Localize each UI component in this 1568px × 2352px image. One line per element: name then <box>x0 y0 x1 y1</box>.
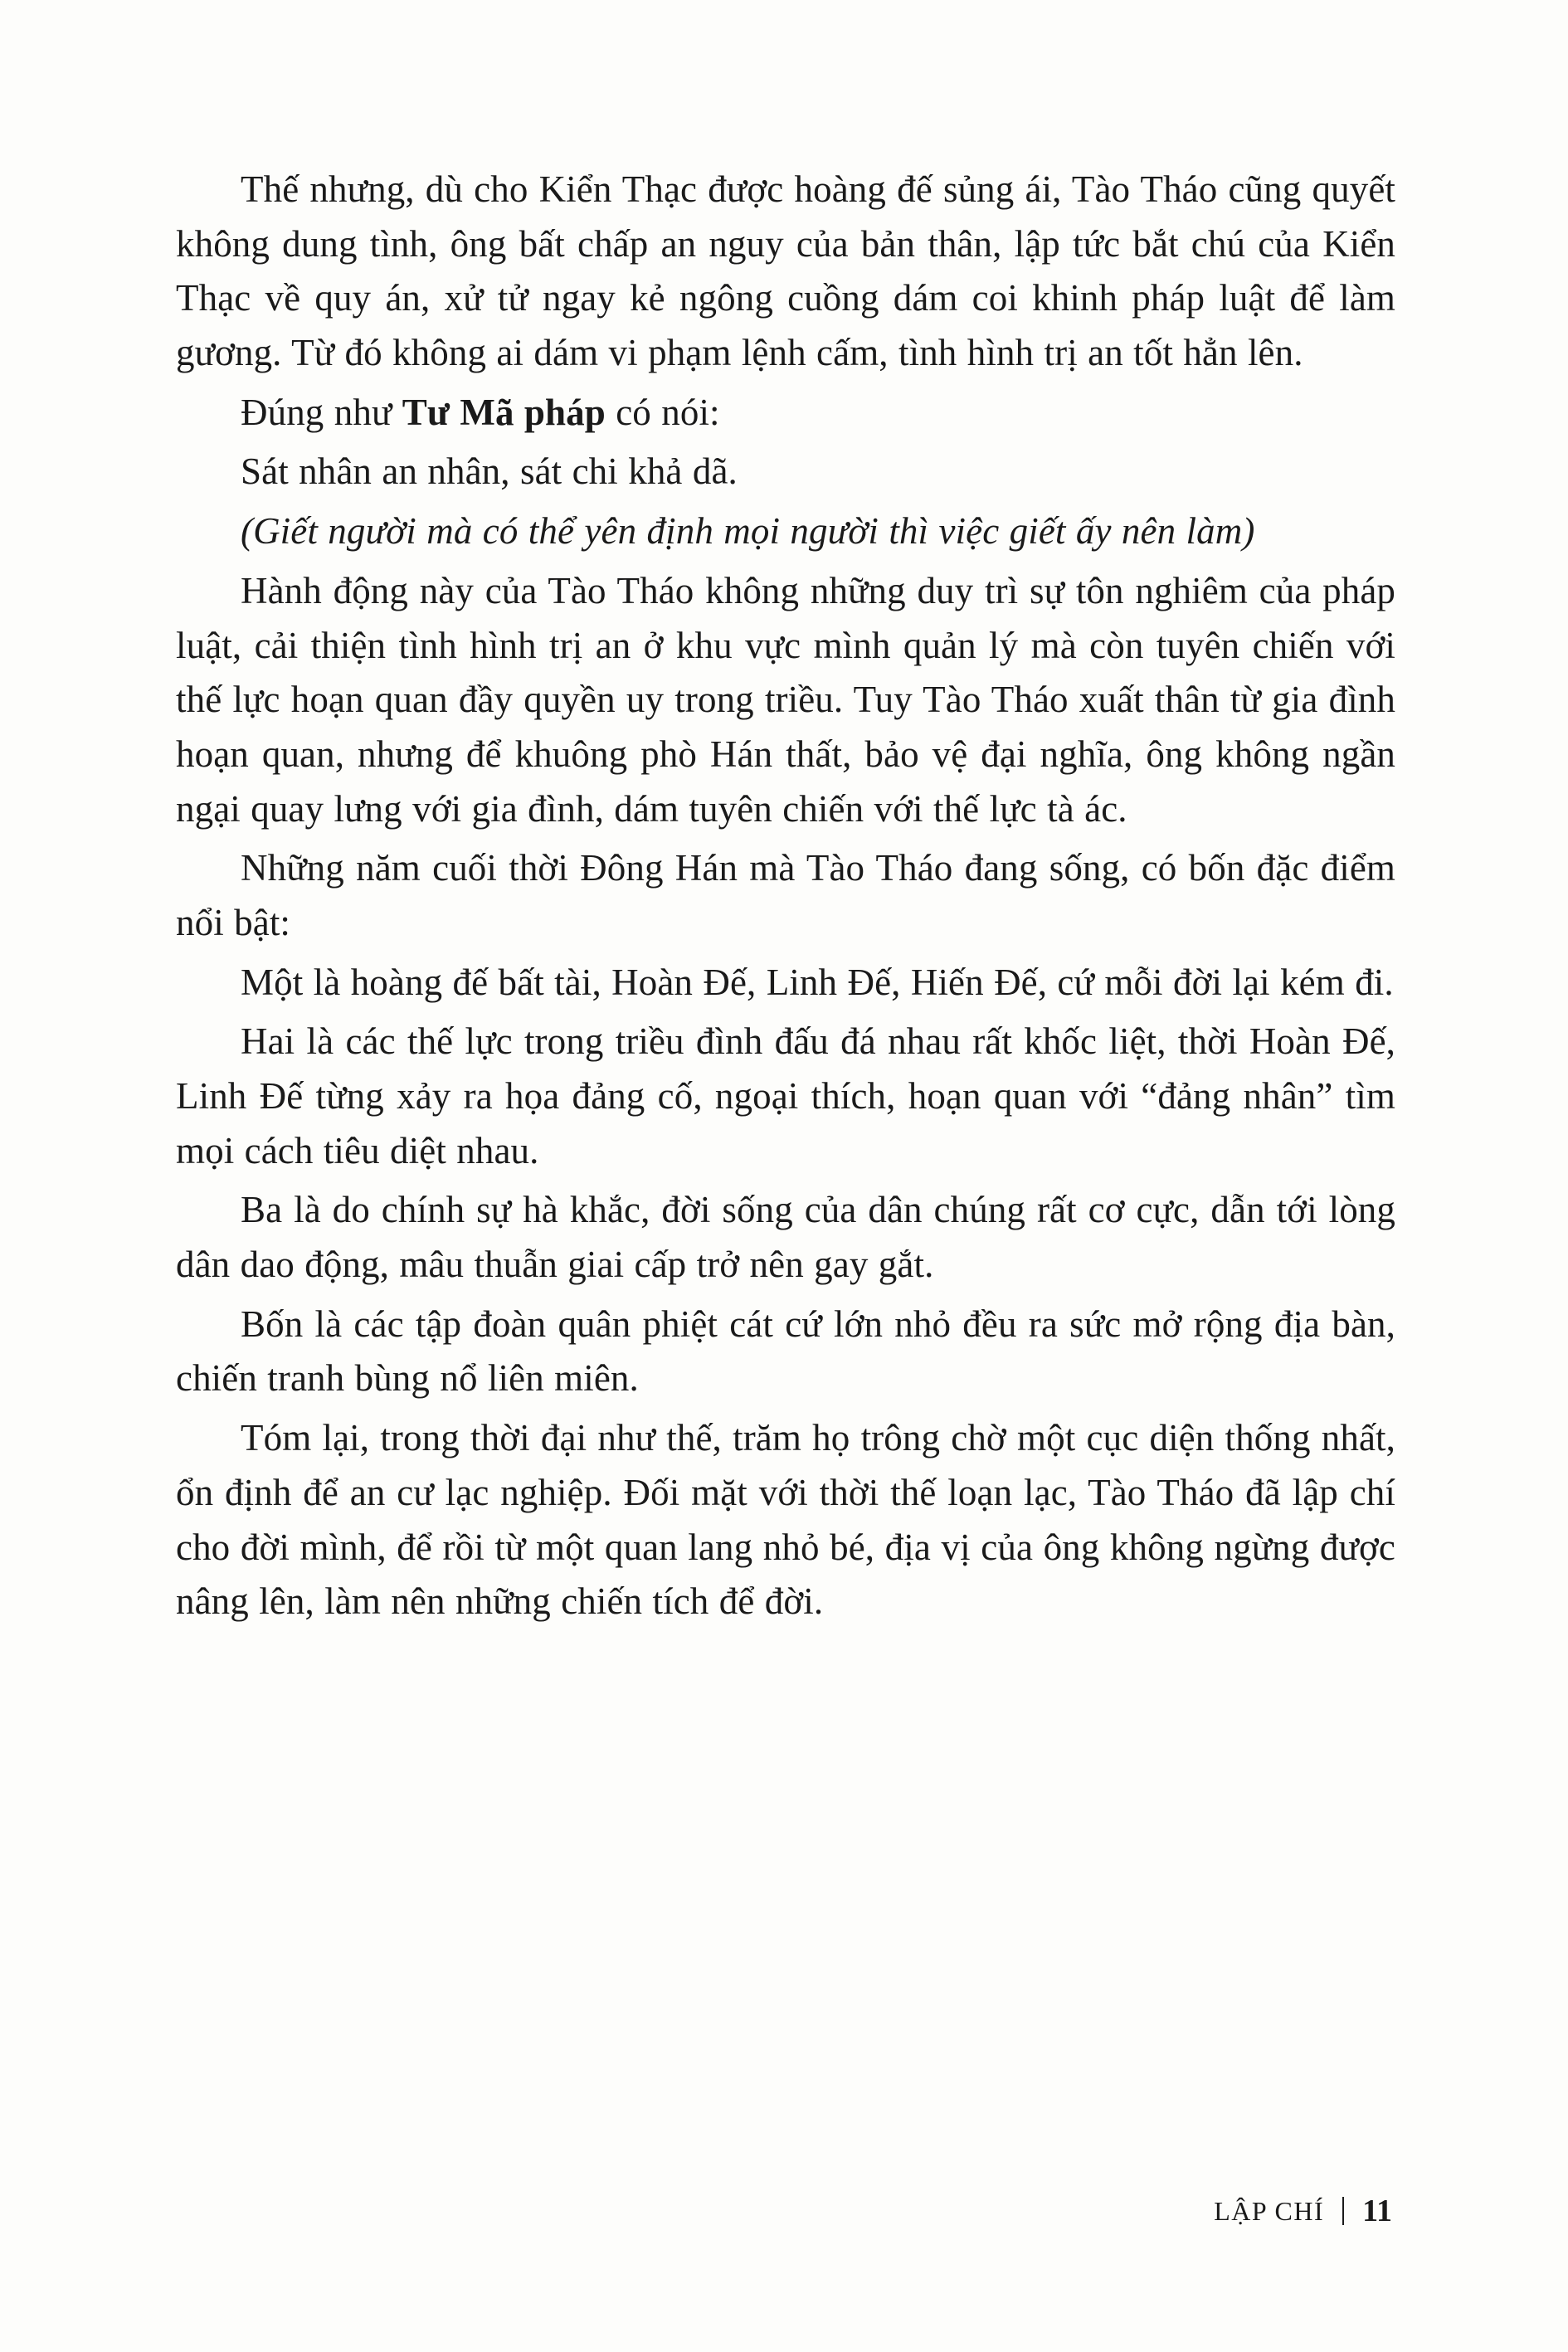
paragraph-2-prefix: Đúng như <box>241 391 402 433</box>
paragraph-2 <box>176 386 1395 441</box>
paragraph-10: Bốn là các tập đoàn quân phiệt cát cứ lớn nhỏ đều ra sức mở rộng địa bàn, chiến tranh bùng nổ liên miên. <box>176 1303 1395 1400</box>
paragraph-2-suffix: có nói: <box>605 391 720 433</box>
quotation-translation: (Giết người mà có thể yên định mọi người thì việc giết ấy nên làm) <box>241 510 1255 553</box>
book-title-reference: Tư Mã pháp <box>402 391 606 433</box>
quotation-original: Sát nhân an nhân, sát chi khả dã. <box>241 450 738 493</box>
page-footer <box>1214 2193 1392 2229</box>
paragraph-11: Tóm lại, trong thời đại như thế, trăm họ trông chờ một cục diện thống nhất, ổn định để an cư lạc nghiệp. Đối mặt với thời thế loạn lạc, Tào Tháo đã lập chí cho đời mình, để rồi từ một quan lang nhỏ bé, địa vị của ông không ngừng được nâng lên, làm nên những chiến tích để đời. <box>176 1417 1395 1623</box>
paragraph-7: Một là hoàng đế bất tài, Hoàn Đế, Linh Đế, Hiến Đế, cứ mỗi đời lại kém đi. <box>241 961 1394 1003</box>
footer-page-number: 11 <box>1362 2194 1392 2228</box>
footer-chapter-label: LẬP CHÍ <box>1214 2195 1325 2226</box>
page-body <box>176 163 1395 1634</box>
paragraph-6: Những năm cuối thời Đông Hán mà Tào Tháo đang sống, có bốn đặc điểm nổi bật: <box>176 847 1395 943</box>
paragraph-5: Hành động này của Tào Tháo không những duy trì sự tôn nghiêm của pháp luật, cải thiện tình hình trị an ở khu vực mình quản lý mà còn tuyên chiến với thế lực hoạn quan đầy quyền uy trong triều. Tuy Tào Tháo xuất thân từ gia đình hoạn quan, nhưng để khuông phò Hán thất, bảo vệ đại nghĩa, ông không ngần ngại quay lưng với gia đình, dám tuyên chiến với thế lực tà ác. <box>176 569 1395 830</box>
footer-divider <box>1342 2197 1344 2225</box>
paragraph-9: Ba là do chính sự hà khắc, đời sống của dân chúng rất cơ cực, dẫn tới lòng dân dao động, mâu thuẫn giai cấp trở nên gay gắt. <box>176 1189 1395 1286</box>
paragraph-8: Hai là các thế lực trong triều đình đấu đá nhau rất khốc liệt, thời Hoàn Đế, Linh Đế từng xảy ra họa đảng cố, ngoại thích, hoạn quan với “đảng nhân” tìm mọi cách tiêu diệt nhau. <box>176 1020 1395 1171</box>
paragraph-1: Thế nhưng, dù cho Kiển Thạc được hoàng đế sủng ái, Tào Tháo cũng quyết không dung tình, ông bất chấp an nguy của bản thân, lập tức bắt chú của Kiển Thạc về quy án, xử tử ngay kẻ ngông cuồng dám coi khinh pháp luật để làm gương. Từ đó không ai dám vi phạm lệnh cấm, tình hình trị an tốt hẳn lên. <box>176 168 1395 374</box>
